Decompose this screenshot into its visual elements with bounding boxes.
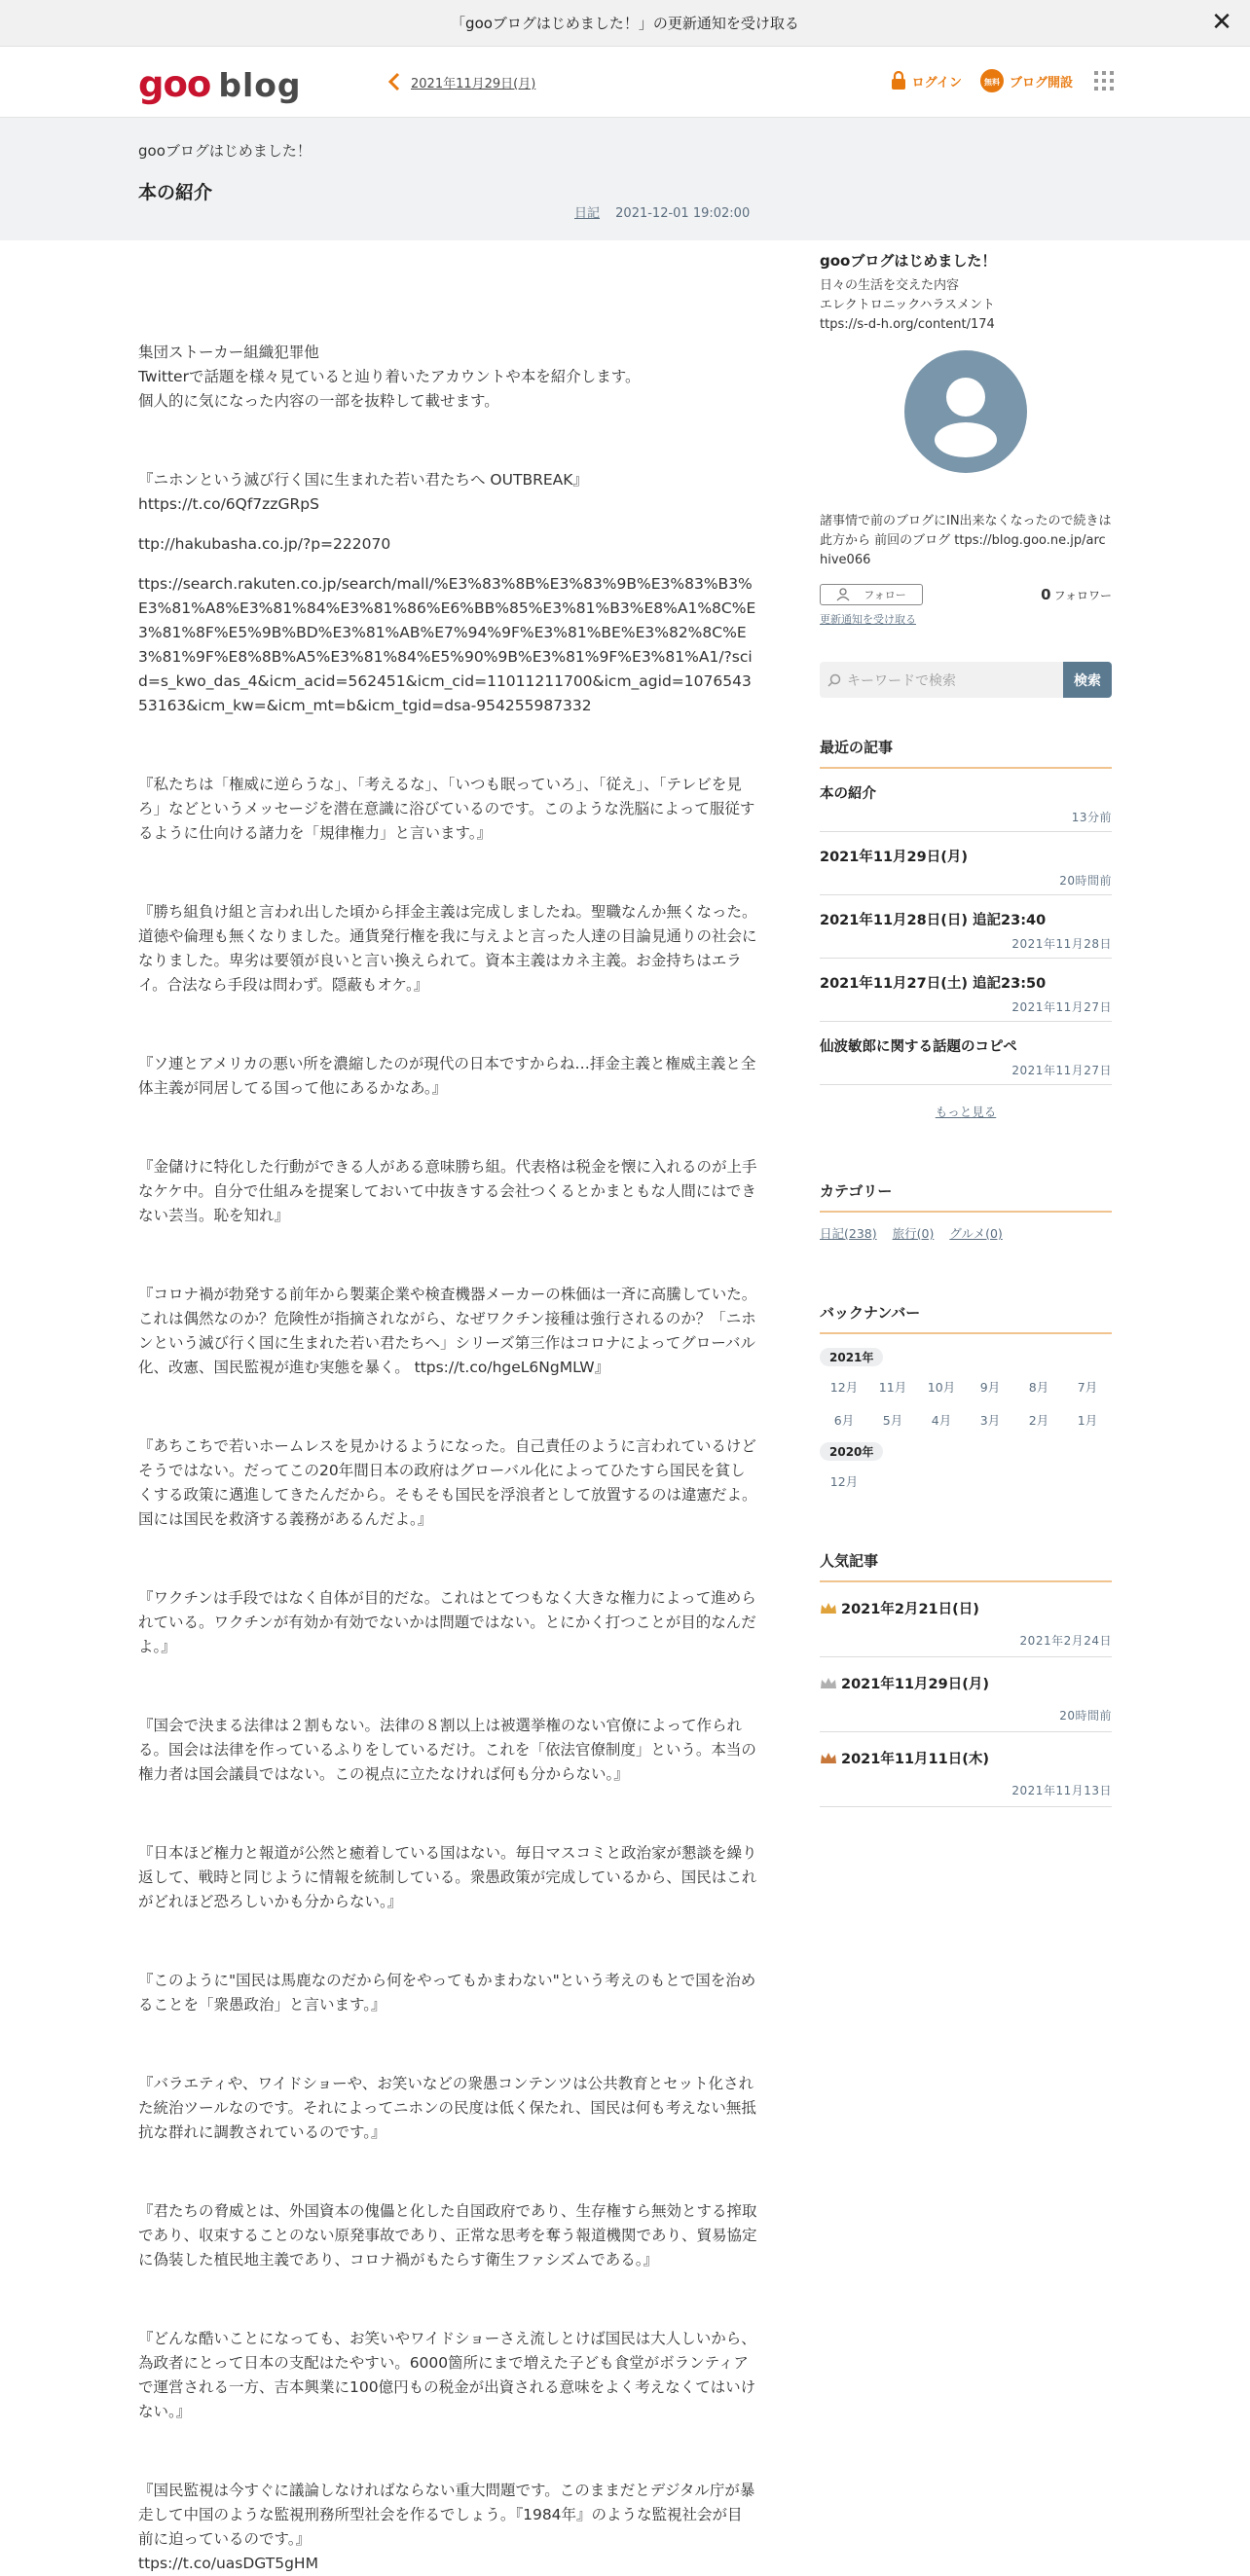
bronze-crown-icon bbox=[820, 1752, 837, 1765]
category-link[interactable]: 日記(238) bbox=[820, 1226, 877, 1241]
follower-label: フォロワー bbox=[1053, 589, 1112, 602]
free-badge-icon bbox=[979, 68, 1005, 93]
article-paragraph: ttp://hakubasha.co.jp/?p=222070 bbox=[138, 535, 391, 553]
article-paragraph: 『国民監視は今すぐに議論しなければならない重大問題です。このままだとデジタル庁が暴走して中国のような監視刑務所型社会を作るでしょう。『1984年』のような監視社会が目前に迫っているのです。』 ttps://t.co/uasDGT5gHM bbox=[138, 2482, 755, 2572]
desc-line: ttps://s-d-h.org/content/174 bbox=[820, 317, 995, 332]
gold-crown-icon bbox=[820, 1602, 837, 1615]
recent-article-date: 2021年11月27日 bbox=[1011, 1064, 1112, 1077]
free-badge-text: 無料 bbox=[983, 78, 1000, 87]
months-2020 bbox=[820, 1472, 1112, 1490]
article-paragraph: 『ワクチンは手段ではなく自体が目的だな。これはとてつもなく大きな権力によって進められている。ワクチンが有効か有効でないかは問題ではない。とにかく打つことが目的なんだよ。』 bbox=[138, 1589, 756, 1655]
month-link[interactable]: 8月 bbox=[1028, 1380, 1049, 1395]
recent-articles-list bbox=[820, 769, 1112, 1085]
popular-list bbox=[820, 1582, 1112, 1807]
year-badge: 2020年 bbox=[820, 1442, 883, 1461]
login-button[interactable] bbox=[890, 71, 962, 91]
sidebar bbox=[820, 243, 1112, 1807]
month-link[interactable]: 3月 bbox=[979, 1413, 1001, 1428]
month-link[interactable]: 2月 bbox=[1028, 1413, 1049, 1428]
recent-article-date: 13分前 bbox=[1071, 811, 1112, 824]
month-link[interactable]: 6月 bbox=[833, 1413, 855, 1428]
list-item[interactable] bbox=[820, 769, 1112, 832]
desc-line: エレクトロニックハラスメント bbox=[820, 298, 996, 312]
search-placeholder: キーワードで検索 bbox=[847, 672, 956, 689]
recent-article-title[interactable]: 2021年11月28日(日) 追記23:40 bbox=[820, 913, 1047, 928]
sidebar-intro: 諸事情で前のブログにIN出来なくなったので続きは此方から 前回のブログ ttps://blog.goo.ne.jp/archive066 bbox=[820, 514, 1112, 567]
follower-count[interactable] bbox=[1041, 586, 1112, 603]
follow-label: フォロー bbox=[864, 589, 906, 601]
apps-grid-icon[interactable] bbox=[1094, 71, 1114, 91]
more-link[interactable]: もっと見る bbox=[935, 1105, 997, 1119]
blog-open-label: ブログ開設 bbox=[1009, 75, 1073, 91]
user-silhouette-icon bbox=[904, 350, 1027, 473]
category-link[interactable]: グルメ(0) bbox=[949, 1226, 1003, 1241]
recent-article-title[interactable]: 2021年11月29日(月) bbox=[820, 850, 968, 865]
recent-article-title[interactable]: 仙波敏郎に関する話題のコピペ bbox=[820, 1039, 1017, 1055]
month-link[interactable]: 4月 bbox=[931, 1413, 952, 1428]
category-heading: カテゴリー bbox=[820, 1180, 1112, 1213]
logo-blog-text: blog bbox=[218, 66, 302, 104]
popular-article-title[interactable]: 2021年11月11日(木) bbox=[841, 1752, 989, 1767]
search-button[interactable]: 検索 bbox=[1063, 662, 1112, 698]
search-input[interactable] bbox=[820, 662, 1063, 698]
avatar[interactable] bbox=[904, 350, 1027, 473]
article-paragraph: ttps://search.rakuten.co.jp/search/mall/%E3%83%8B%E3%83%9B%E3%83%B3%E3%81%A8%E3%81%84%E3%81%86%E6%BB%85%E3%81%B3%E8%A1%8C%E3%81%8F%E5%9B%BD%E3%81%AB%E7%94%9F%E3%81%BE%E3%82%8C%E3%81%9F%E8%8B%A5%E3%81%84%E5%90%9B%E3%81%9F%E3%81%A1/?scid=s_kwo_das_4&icm_acid=562451&icm_cid=11011211700&icm_agid=107654353163&icm_kw=&icm_mt=b&icm_tgid=dsa-954255987332 bbox=[138, 575, 756, 714]
article-paragraph: 『ソ連とアメリカの悪い所を濃縮したのが現代の日本ですからね…拝金主義と権威主義と全体主義が同居してる国って他にあるかなあ。』 bbox=[138, 1055, 756, 1097]
article-paragraph: 『勝ち組負け組と言われ出した頃から拝金主義は完成しましたね。聖職なんか無くなった。道徳や倫理も無くなりました。通貨発行権を我に与えよと言った人達の目論見通りの社会になりました。卑劣は要領が良いと言い換えられて。資本主義はカネ主義。お金持ちはエライ。合法なら手段は問わず。隠蔽もオケ。』 bbox=[138, 903, 757, 994]
goo-blog-logo[interactable] bbox=[138, 63, 302, 105]
notify-text[interactable]: 「gooブログはじめました！」の更新通知を受け取る bbox=[451, 15, 799, 32]
month-link[interactable]: 7月 bbox=[1077, 1380, 1098, 1395]
article-paragraph: 『どんな酷いことになっても、お笑いやワイドショーさえ流しとけば国民は大人しいから、為政者にとって日本の支配はたやすい。6000箇所にまで増えた子ども食堂がボランティアで運営される一方、吉本興業に100億円もの税金が出資される意味をよく考えなくてはいけない。』 bbox=[138, 2330, 756, 2420]
list-item[interactable] bbox=[820, 1732, 1112, 1807]
article-paragraph: 『日本ほど権力と報道が公然と癒着している国はない。毎日マスコミと政治家が懇談を繰り返して、戦時と同じように情報を統制している。衆愚政策が完成しているから、国民はこれがどれほど恐ろしいかも分からない。』 bbox=[138, 1844, 757, 1910]
notify-bar[interactable] bbox=[0, 0, 1250, 47]
follow-button[interactable] bbox=[820, 584, 923, 605]
prev-article-nav[interactable] bbox=[387, 72, 535, 91]
article-meta bbox=[574, 202, 750, 221]
article-paragraph: 『コロナ禍が勃発する前年から製薬企業や検査機器メーカーの株価は一斉に高騰していた。これは偶然なのか？危険性が指摘されながら、なぜワクチン接種は強行されるのか？「ニホンという滅び行く国に生まれた若い君たちへ」シリーズ第三作はコロナによってグローバル化、改憲、国民監視が進む実態を暴く。 ttps://t.co/hgeL6NgMLW』 bbox=[138, 1286, 757, 1376]
lock-icon bbox=[890, 71, 907, 91]
article-datetime: 2021-12-01 19:02:00 bbox=[615, 206, 751, 221]
popular-article-title[interactable]: 2021年2月21日(日) bbox=[841, 1602, 979, 1617]
blog-name-link[interactable]: gooブログはじめました！ bbox=[138, 142, 312, 160]
blog-open-button[interactable] bbox=[979, 68, 1073, 93]
list-item[interactable] bbox=[820, 895, 1112, 959]
search-box bbox=[820, 662, 1112, 698]
popular-article-date: 2021年11月13日 bbox=[1011, 1784, 1112, 1797]
close-icon[interactable]: ✕ bbox=[1211, 8, 1232, 37]
month-link[interactable]: 5月 bbox=[882, 1413, 903, 1428]
list-item[interactable] bbox=[820, 959, 1112, 1022]
category-list bbox=[820, 1224, 1112, 1242]
logo-goo-text: goo bbox=[138, 63, 211, 105]
silver-crown-icon bbox=[820, 1677, 837, 1690]
desc-line: 日々の生活を交えた内容 bbox=[820, 278, 960, 293]
popular-article-date: 20時間前 bbox=[1059, 1709, 1112, 1723]
login-label: ログイン bbox=[911, 75, 962, 91]
month-link[interactable]: 11月 bbox=[878, 1380, 907, 1395]
article-paragraph: 『ニホンという滅び行く国に生まれた若い君たちへ OUTBREAK』 https://t.co/6Qf7zzGRpS bbox=[138, 471, 588, 513]
article-paragraph: 『金儲けに特化した行動ができる人がある意味勝ち組。代表格は税金を懐に入れるのが上手なケケ中。自分で仕組みを提案しておいて中抜きする会社つくるとかまともな人間にはできない芸当。恥を知れ』 bbox=[138, 1158, 757, 1224]
chevron-left-icon bbox=[387, 72, 401, 91]
popular-heading: 人気記事 bbox=[820, 1550, 1112, 1582]
site-header bbox=[0, 47, 1250, 118]
month-link[interactable]: 12月 bbox=[829, 1380, 859, 1395]
article-header-band bbox=[0, 118, 1250, 240]
update-notify-link[interactable]: 更新通知を受け取る bbox=[820, 613, 916, 626]
popular-article-date: 2021年2月24日 bbox=[1019, 1634, 1112, 1648]
recent-article-title[interactable]: 本の紹介 bbox=[820, 786, 876, 802]
follower-number: 0 bbox=[1041, 586, 1051, 603]
category-link[interactable]: 旅行(0) bbox=[892, 1226, 935, 1241]
article-paragraph: 『国会で決まる法律は２割もない。法律の８割以上は被選挙権のない官僚によって作られる。国会は法律を作っているふりをしているだけ。これを「依法官僚制度」という。本当の権力者は国会議員ではない。この視点に立たなければ何も分からない。』 bbox=[138, 1717, 756, 1783]
article-title: 本の紹介 bbox=[138, 182, 213, 203]
recent-article-title[interactable]: 2021年11月27日(土) 追記23:50 bbox=[820, 976, 1047, 992]
recent-articles-heading: 最近の記事 bbox=[820, 737, 1112, 769]
year-badge: 2021年 bbox=[820, 1348, 883, 1366]
list-item[interactable] bbox=[820, 1582, 1112, 1657]
search-icon bbox=[827, 673, 841, 687]
article-paragraph: 集団ストーカー組織犯罪他 Twitterで話題を様々見ていると辿り着いたアカウントや本を紹介します。 個人的に気になった内容の一部を抜粋して載せます。 bbox=[138, 344, 641, 410]
month-link[interactable]: 10月 bbox=[927, 1380, 956, 1395]
article-paragraph: 『君たちの脅威とは、外国資本の傀儡と化した自国政府であり、生存権すら無効とする搾取であり、収束することのない原発事故であり、正常な思考を奪う報道機関であり、貿易協定に偽装した植民地主義であり、コロナ禍がもたらす衛生ファシズムである。』 bbox=[138, 2202, 757, 2268]
person-icon bbox=[836, 588, 850, 601]
recent-article-date: 20時間前 bbox=[1059, 874, 1112, 888]
list-item[interactable] bbox=[820, 832, 1112, 895]
article-body bbox=[138, 341, 757, 2576]
prev-article-link[interactable]: 2021年11月29日(月) bbox=[411, 76, 536, 91]
article-paragraph: 『私たちは「権威に逆らうな」、「考えるな」、「いつも眠っていろ」、「従え」、「テレビを見ろ」などというメッセージを潜在意識に浴びているのです。このような洗脳によって服従するように仕向ける諸力を「規律権力」と言います。』 bbox=[138, 776, 755, 842]
backnumber-heading: バックナンバー bbox=[820, 1302, 1112, 1334]
popular-article-title[interactable]: 2021年11月29日(月) bbox=[841, 1677, 989, 1692]
article-category-link[interactable]: 日記 bbox=[574, 206, 601, 221]
sidebar-blog-name[interactable]: gooブログはじめました！ bbox=[820, 252, 997, 270]
recent-article-date: 2021年11月28日 bbox=[1011, 937, 1112, 951]
month-link[interactable]: 12月 bbox=[829, 1474, 859, 1489]
article-paragraph: 『バラエティや、ワイドショーや、お笑いなどの衆愚コンテンツは公共教育とセット化された統治ツールなのです。それによってニホンの民度は低く保たれ、国民は何も考えない無抵抗な群れに調教されているのです。』 bbox=[138, 2075, 756, 2141]
month-link[interactable]: 1月 bbox=[1077, 1413, 1098, 1428]
list-item[interactable] bbox=[820, 1022, 1112, 1085]
article-paragraph: 『このように"国民は馬鹿なのだから何をやってもかまわない"という考えのもとで国を治めることを「衆愚政治」と言います。』 bbox=[138, 1972, 756, 2014]
month-link[interactable]: 9月 bbox=[979, 1380, 1001, 1395]
list-item[interactable] bbox=[820, 1657, 1112, 1732]
article-paragraph: 『あちこちで若いホームレスを見かけるようになった。自己責任のように言われているけどそうではない。だってこの20年間日本の政府はグローバル化によってひたすら国民を貧しくする政策に邁進してきたんだから。そもそも国民を浮浪者として放置するのは違憲だよ。国には国民を救済する義務があるんだよ。』 bbox=[138, 1437, 757, 1528]
months-2021 bbox=[820, 1378, 1112, 1429]
recent-article-date: 2021年11月27日 bbox=[1011, 1000, 1112, 1014]
sidebar-blog-desc bbox=[820, 276, 1112, 335]
